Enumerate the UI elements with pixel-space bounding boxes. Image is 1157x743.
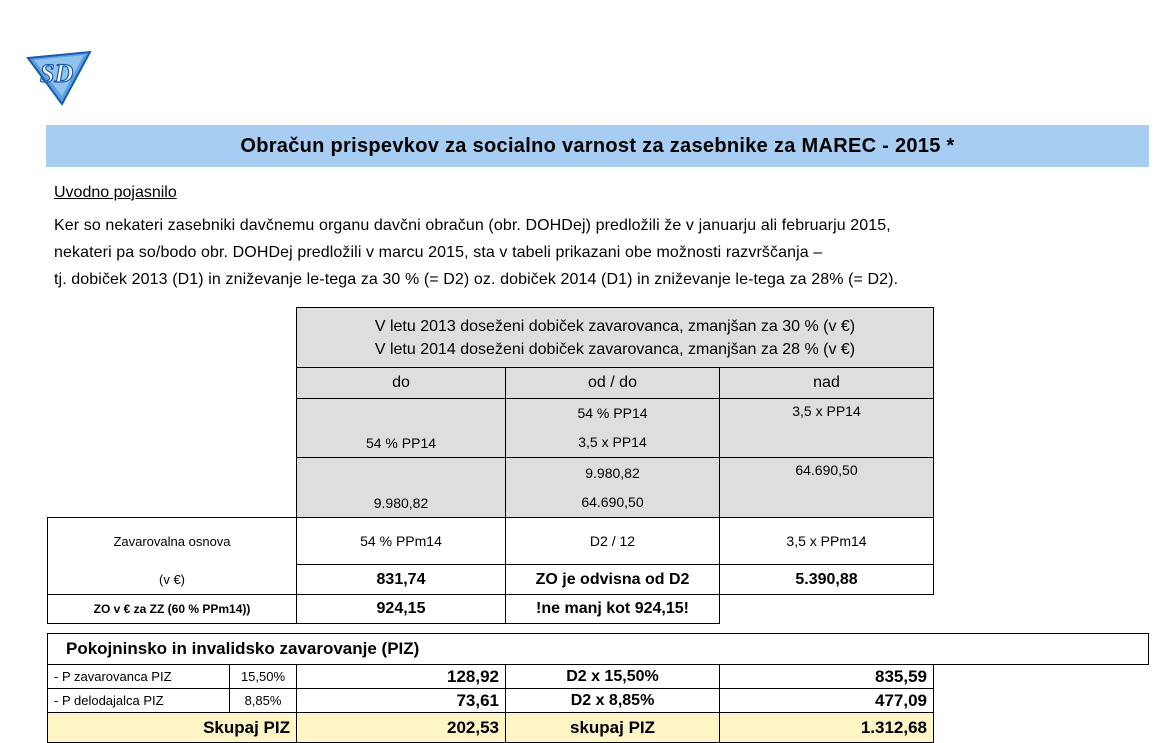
intro-line: tj. dobiček 2013 (D1) in zniževanje le-tega za 30 % (= D2) oz. dobiček 2014 (D1) in zniževanje le-tega za 28% (= D2). — [54, 271, 899, 288]
zo-unit: (v €) — [47, 564, 297, 595]
cell-nad-value: 64.690,50 — [719, 457, 934, 518]
svg-text:SD: SD — [40, 59, 74, 88]
zo-nad-formula: 3,5 x PPm14 — [719, 517, 934, 565]
piz-section-title: Pokojninsko in invalidsko zavarovanje (PIZ) — [47, 633, 1149, 665]
od-do-value-from: 9.980,82 — [585, 464, 640, 481]
piz-total-formula: skupaj PIZ — [505, 712, 720, 743]
piz-total-max: 1.312,68 — [719, 712, 934, 743]
page-title: Obračun prispevkov za socialno varnost za zasebnike za MAREC - 2015 * — [46, 125, 1149, 167]
zz-label: ZO v € za ZZ (60 % PPm14)) — [47, 594, 297, 624]
zo-nad-value: 5.390,88 — [719, 564, 934, 595]
zo-do-formula: 54 % PPm14 — [296, 517, 506, 565]
piz-row-max: 477,09 — [719, 688, 934, 713]
zo-od-do-formula: D2 / 12 — [505, 517, 720, 565]
piz-row-label: - P zavarovanca PIZ — [47, 664, 230, 689]
cell-nad-formula: 3,5 x PP14 — [719, 398, 934, 458]
sd-logo — [22, 48, 96, 106]
piz-total-value: 202,53 — [296, 712, 506, 743]
zo-label: Zavarovalna osnova — [47, 517, 297, 565]
piz-row-max: 835,59 — [719, 664, 934, 689]
piz-row-formula: D2 x 15,50% — [505, 664, 720, 689]
piz-total-label: Skupaj PIZ — [47, 712, 297, 743]
piz-row-formula: D2 x 8,85% — [505, 688, 720, 713]
cell-do-value: 9.980,82 — [296, 457, 506, 518]
zz-value: 924,15 — [296, 594, 506, 624]
cell-do-formula: 54 % PP14 — [296, 398, 506, 458]
piz-row-value: 128,92 — [296, 664, 506, 689]
cell-od-do-formula — [505, 398, 720, 458]
piz-row-rate: 8,85% — [229, 688, 297, 713]
table-header — [296, 307, 934, 368]
intro-line: Ker so nekateri zasebniki davčnemu organu davčni obračun (obr. DOHDej) predložili že v januarju ali februarju 2015, — [54, 217, 891, 234]
piz-row-label: - P delodajalca PIZ — [47, 688, 230, 713]
cell-od-do-value — [505, 457, 720, 518]
col-header-od-do: od / do — [505, 367, 720, 399]
zo-do-value: 831,74 — [296, 564, 506, 595]
header-line-2014: V letu 2014 doseženi dobiček zavarovanca, zmanjšan za 28 % (v €) — [374, 340, 856, 358]
zo-od-do-value: ZO je odvisna od D2 — [505, 564, 720, 595]
od-do-formula-from: 54 % PP14 — [577, 405, 648, 421]
zz-note: !ne manj kot 924,15! — [505, 594, 720, 624]
piz-row-value: 73,61 — [296, 688, 506, 713]
col-header-nad: nad — [719, 367, 934, 399]
piz-row-rate: 15,50% — [229, 664, 297, 689]
od-do-formula-to: 3,5 x PP14 — [578, 434, 647, 450]
intro-heading: Uvodno pojasnilo — [54, 184, 177, 201]
intro-line: nekateri pa so/bodo obr. DOHDej predložili v marcu 2015, sta v tabeli prikazani obe možnosti razvrščanja – — [54, 244, 823, 261]
col-header-do: do — [296, 367, 506, 399]
od-do-value-to: 64.690,50 — [581, 493, 644, 510]
header-line-2013: V letu 2013 doseženi dobiček zavarovanca, zmanjšan za 30 % (v €) — [374, 317, 856, 335]
